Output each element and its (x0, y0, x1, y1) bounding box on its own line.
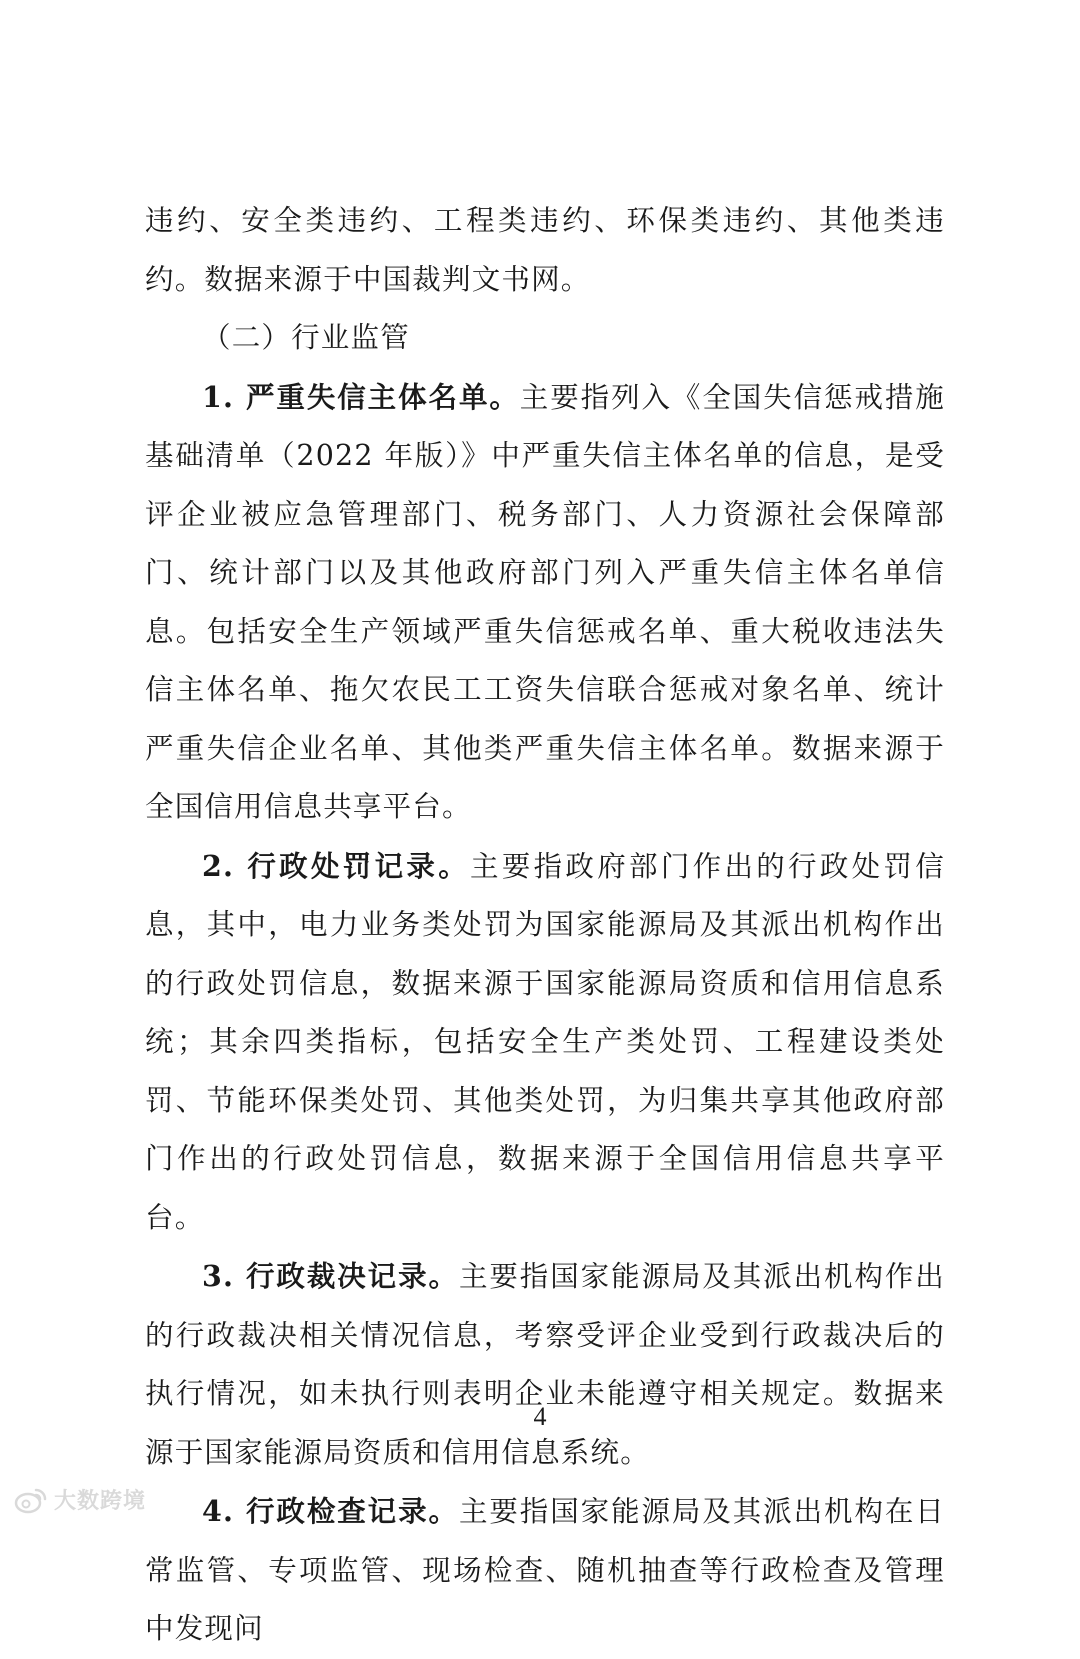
item-lead: 4. 行政检查记录。 (202, 1494, 459, 1528)
list-item (145, 1247, 945, 1482)
watermark (14, 1484, 146, 1515)
item-body: 主要指国家能源局及其派出机构作出的行政裁决相关情况信息，考察受评企业受到行政裁决后的执行情况，如未执行则表明企业未能遵守相关规定。数据来源于国家能源局资质和信用信息系统。 (145, 1260, 945, 1469)
item-lead: 3. 行政裁决记录。 (202, 1259, 459, 1293)
paragraph-continuation: 违约、安全类违约、工程类违约、环保类违约、其他类违约。数据来源于中国裁判文书网。 (145, 204, 945, 296)
item-body: 主要指国家能源局及其派出机构在日常监管、专项监管、现场检查、随机抽查等行政检查及管理中发现问 (145, 1495, 945, 1645)
page-number: 4 (533, 1402, 547, 1431)
list-item (145, 837, 945, 1248)
section-heading: （二）行业监管 (202, 321, 410, 354)
list-item (145, 368, 945, 837)
list-item (145, 1482, 945, 1659)
item-lead: 1. 严重失信主体名单。 (202, 379, 520, 414)
item-body: 主要指列入《全国失信惩戒措施基础清单（2022 年版）》中严重失信主体名单的信息，是受评企业被应急管理部门、税务部门、人力资源社会保障部门、统计部门以及其他政府部门列入严重失信主体名单信息。包括安全生产领域严重失信惩戒名单、重大税收违法失信主体名单、拖欠农民工工资失信联合惩戒对象名单、统计严重失信企业名单、其他类严重失信主体名单。数据来源于全国信用信息共享平台。 (145, 380, 945, 823)
watermark-text: 大数跨境 (54, 1489, 147, 1514)
item-body: 主要指政府部门作出的行政处罚信息，其中，电力业务类处罚为国家能源局及其派出机构作出的行政处罚信息，数据来源于国家能源局资质和信用信息系统；其余四类指标，包括安全生产类处罚、工程建设类处罚、节能环保类处罚、其他类处罚，为归集共享其他政府部门作出的行政处罚信息，数据来源于全国信用信息共享平台。 (145, 849, 945, 1234)
document-body (145, 192, 945, 1659)
item-lead: 2. 行政处罚记录。 (202, 848, 471, 883)
weibo-logo-icon (14, 1486, 48, 1514)
